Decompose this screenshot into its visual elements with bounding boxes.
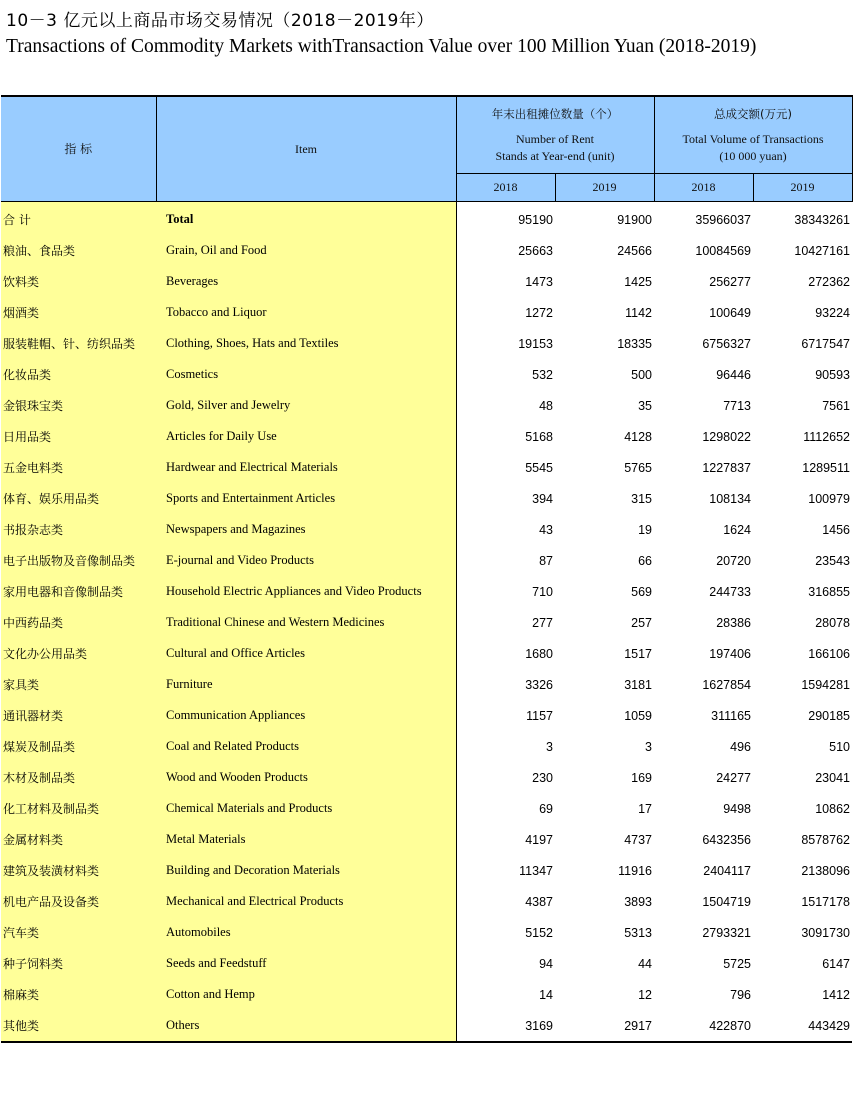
row-label-cn: 化妆品类 (1, 359, 156, 390)
rent-stands-2018: 3326 (456, 669, 555, 700)
rent-stands-2019: 5313 (555, 917, 654, 948)
table-row (1, 824, 852, 855)
rent-stands-2019: 12 (555, 979, 654, 1010)
table-row (1, 421, 852, 452)
transaction-volume-2019: 7561 (753, 390, 852, 421)
row-label-cn: 金属材料类 (1, 824, 156, 855)
rent-stands-2018: 1680 (456, 638, 555, 669)
row-label-cn: 五金电料类 (1, 452, 156, 483)
header-rent-stands-en-2: Stands at Year-end (unit) (495, 148, 615, 163)
transaction-volume-2019: 272362 (753, 266, 852, 297)
transaction-volume-2019: 3091730 (753, 917, 852, 948)
rent-stands-2019: 569 (555, 576, 654, 607)
rent-stands-2018: 5168 (456, 421, 555, 452)
rent-stands-2019: 4737 (555, 824, 654, 855)
row-label-en: Wood and Wooden Products (156, 762, 456, 793)
transaction-volume-2019: 1112652 (753, 421, 852, 452)
transaction-volume-2019: 23543 (753, 545, 852, 576)
rent-stands-2019: 3 (555, 731, 654, 762)
table-row (1, 638, 852, 669)
table-body (1, 202, 852, 1043)
table-row (1, 917, 852, 948)
rent-stands-2018: 1272 (456, 297, 555, 328)
transaction-volume-2018: 6756327 (654, 328, 753, 359)
transaction-volume-2019: 2138096 (753, 855, 852, 886)
row-label-en: Cotton and Hemp (156, 979, 456, 1010)
transaction-volume-2018: 96446 (654, 359, 753, 390)
transaction-volume-2018: 1624 (654, 514, 753, 545)
transaction-volume-2018: 1298022 (654, 421, 753, 452)
table-title-cn: 10－3 亿元以上商品市场交易情况（2018－2019年） (6, 11, 434, 31)
row-label-en: Communication Appliances (156, 700, 456, 731)
rent-stands-2018: 3 (456, 731, 555, 762)
transaction-volume-2018: 311165 (654, 700, 753, 731)
transaction-volume-2019: 38343261 (753, 202, 852, 236)
row-label-en: Furniture (156, 669, 456, 700)
rent-stands-2019: 91900 (555, 202, 654, 236)
transaction-volume-2018: 2404117 (654, 855, 753, 886)
transaction-volume-2019: 90593 (753, 359, 852, 390)
row-label-cn: 粮油、食品类 (1, 235, 156, 266)
transaction-volume-2019: 6147 (753, 948, 852, 979)
rent-stands-2019: 1425 (555, 266, 654, 297)
transaction-volume-2018: 5725 (654, 948, 753, 979)
row-label-en: Automobiles (156, 917, 456, 948)
transaction-volume-2018: 35966037 (654, 202, 753, 236)
rent-stands-2018: 1473 (456, 266, 555, 297)
transaction-volume-2018: 244733 (654, 576, 753, 607)
transaction-volume-2019: 10427161 (753, 235, 852, 266)
table-row (1, 855, 852, 886)
rent-stands-2019: 257 (555, 607, 654, 638)
rent-stands-2019: 500 (555, 359, 654, 390)
row-label-en: Hardwear and Electrical Materials (156, 452, 456, 483)
rent-stands-2019: 169 (555, 762, 654, 793)
transaction-volume-2019: 1517178 (753, 886, 852, 917)
rent-stands-2018: 5152 (456, 917, 555, 948)
transaction-volume-2019: 1412 (753, 979, 852, 1010)
rent-stands-2019: 17 (555, 793, 654, 824)
rent-stands-2018: 277 (456, 607, 555, 638)
rent-stands-2019: 3893 (555, 886, 654, 917)
table-row (1, 266, 852, 297)
rent-stands-2018: 710 (456, 576, 555, 607)
rent-stands-2019: 1142 (555, 297, 654, 328)
rent-stands-2019: 11916 (555, 855, 654, 886)
row-label-cn: 中西药品类 (1, 607, 156, 638)
transaction-volume-2019: 8578762 (753, 824, 852, 855)
table-row (1, 235, 852, 266)
row-label-cn: 饮料类 (1, 266, 156, 297)
transaction-volume-2018: 1227837 (654, 452, 753, 483)
rent-stands-2019: 24566 (555, 235, 654, 266)
row-label-en: Building and Decoration Materials (156, 855, 456, 886)
row-label-cn: 建筑及装潢材料类 (1, 855, 156, 886)
transaction-volume-2018: 1627854 (654, 669, 753, 700)
row-label-cn: 书报杂志类 (1, 514, 156, 545)
row-label-cn: 机电产品及设备类 (1, 886, 156, 917)
rent-stands-2019: 19 (555, 514, 654, 545)
rent-stands-2019: 66 (555, 545, 654, 576)
header-year-volume-2018: 2018 (654, 174, 753, 202)
row-label-cn: 金银珠宝类 (1, 390, 156, 421)
rent-stands-2018: 532 (456, 359, 555, 390)
row-label-en: Tobacco and Liquor (156, 297, 456, 328)
table-row (1, 359, 852, 390)
transaction-volume-2019: 93224 (753, 297, 852, 328)
transaction-volume-2018: 28386 (654, 607, 753, 638)
row-label-en: Articles for Daily Use (156, 421, 456, 452)
rent-stands-2019: 315 (555, 483, 654, 514)
table-row (1, 483, 852, 514)
transaction-volume-2018: 9498 (654, 793, 753, 824)
table-row (1, 762, 852, 793)
row-label-en: Cultural and Office Articles (156, 638, 456, 669)
rent-stands-2019: 44 (555, 948, 654, 979)
transaction-volume-2018: 7713 (654, 390, 753, 421)
table-row (1, 514, 852, 545)
row-label-en: Household Electric Appliances and Video Products (156, 576, 456, 607)
rent-stands-2018: 48 (456, 390, 555, 421)
transaction-volume-2018: 796 (654, 979, 753, 1010)
table-row (1, 202, 852, 236)
rent-stands-2018: 94 (456, 948, 555, 979)
row-label-en: Traditional Chinese and Western Medicines (156, 607, 456, 638)
table-row (1, 328, 852, 359)
transaction-volume-2018: 1504719 (654, 886, 753, 917)
header-rent-stands-cn: 年末出租摊位数量（个） (491, 106, 619, 121)
row-label-en: Mechanical and Electrical Products (156, 886, 456, 917)
row-label-cn: 种子饲料类 (1, 948, 156, 979)
row-label-en: Sports and Entertainment Articles (156, 483, 456, 514)
table-row (1, 545, 852, 576)
row-label-cn: 煤炭及制品类 (1, 731, 156, 762)
transaction-volume-2018: 422870 (654, 1010, 753, 1042)
transaction-volume-2018: 20720 (654, 545, 753, 576)
rent-stands-2018: 3169 (456, 1010, 555, 1042)
header-year-volume-2019: 2019 (753, 174, 852, 202)
row-label-en: Seeds and Feedstuff (156, 948, 456, 979)
transaction-volume-2019: 443429 (753, 1010, 852, 1042)
header-rent-stands-en-1: Number of Rent (516, 131, 594, 146)
rent-stands-2018: 4197 (456, 824, 555, 855)
header-indicator: 指 标 (1, 96, 156, 202)
row-label-en: Clothing, Shoes, Hats and Textiles (156, 328, 456, 359)
row-label-cn: 家具类 (1, 669, 156, 700)
table-row (1, 793, 852, 824)
header-transaction-volume (654, 96, 852, 174)
row-label-cn: 合 计 (1, 202, 156, 236)
row-label-cn: 文化办公用品类 (1, 638, 156, 669)
transaction-volume-2019: 1456 (753, 514, 852, 545)
row-label-en: Others (156, 1010, 456, 1042)
row-label-en: Total (156, 202, 456, 236)
header-rent-stands (456, 96, 654, 174)
table-row (1, 297, 852, 328)
rent-stands-2018: 19153 (456, 328, 555, 359)
rent-stands-2018: 1157 (456, 700, 555, 731)
rent-stands-2019: 18335 (555, 328, 654, 359)
row-label-en: E-journal and Video Products (156, 545, 456, 576)
rent-stands-2018: 43 (456, 514, 555, 545)
transaction-volume-2019: 23041 (753, 762, 852, 793)
table-row (1, 390, 852, 421)
row-label-cn: 服装鞋帽、针、纺织品类 (1, 328, 156, 359)
rent-stands-2018: 4387 (456, 886, 555, 917)
transaction-volume-2019: 6717547 (753, 328, 852, 359)
row-label-cn: 烟酒类 (1, 297, 156, 328)
row-label-cn: 化工材料及制品类 (1, 793, 156, 824)
rent-stands-2018: 69 (456, 793, 555, 824)
rent-stands-2018: 11347 (456, 855, 555, 886)
table-row (1, 452, 852, 483)
rent-stands-2018: 87 (456, 545, 555, 576)
rent-stands-2018: 25663 (456, 235, 555, 266)
row-label-en: Chemical Materials and Products (156, 793, 456, 824)
transaction-volume-2018: 496 (654, 731, 753, 762)
row-label-cn: 通讯器材类 (1, 700, 156, 731)
row-label-en: Metal Materials (156, 824, 456, 855)
table-row (1, 979, 852, 1010)
transaction-volume-2019: 316855 (753, 576, 852, 607)
transaction-volume-2018: 256277 (654, 266, 753, 297)
row-label-en: Newspapers and Magazines (156, 514, 456, 545)
row-label-en: Gold, Silver and Jewelry (156, 390, 456, 421)
rent-stands-2019: 1059 (555, 700, 654, 731)
rent-stands-2019: 35 (555, 390, 654, 421)
header-item: Item (156, 96, 456, 202)
transaction-volume-2018: 6432356 (654, 824, 753, 855)
transaction-volume-2019: 100979 (753, 483, 852, 514)
commodity-market-table (1, 95, 853, 1043)
header-volume-en-1: Total Volume of Transactions (682, 131, 824, 146)
row-label-cn: 木材及制品类 (1, 762, 156, 793)
row-label-en: Coal and Related Products (156, 731, 456, 762)
transaction-volume-2019: 10862 (753, 793, 852, 824)
transaction-volume-2019: 1289511 (753, 452, 852, 483)
header-volume-en-2: (10 000 yuan) (719, 148, 787, 163)
table-row (1, 700, 852, 731)
table-row (1, 886, 852, 917)
rent-stands-2018: 14 (456, 979, 555, 1010)
table-row (1, 607, 852, 638)
row-label-cn: 家用电器和音像制品类 (1, 576, 156, 607)
transaction-volume-2019: 290185 (753, 700, 852, 731)
row-label-en: Grain, Oil and Food (156, 235, 456, 266)
row-label-en: Beverages (156, 266, 456, 297)
rent-stands-2019: 5765 (555, 452, 654, 483)
header-year-stands-2019: 2019 (555, 174, 654, 202)
row-label-en: Cosmetics (156, 359, 456, 390)
rent-stands-2018: 394 (456, 483, 555, 514)
row-label-cn: 汽车类 (1, 917, 156, 948)
transaction-volume-2018: 10084569 (654, 235, 753, 266)
transaction-volume-2019: 510 (753, 731, 852, 762)
table-title-en: Transactions of Commodity Markets withTransaction Value over 100 Million Yuan (2018-2019) (6, 36, 757, 57)
rent-stands-2019: 2917 (555, 1010, 654, 1042)
transaction-volume-2019: 28078 (753, 607, 852, 638)
row-label-cn: 棉麻类 (1, 979, 156, 1010)
header-volume-cn: 总成交额(万元) (714, 106, 792, 121)
table-row (1, 948, 852, 979)
transaction-volume-2018: 108134 (654, 483, 753, 514)
transaction-volume-2018: 197406 (654, 638, 753, 669)
table-row (1, 1010, 852, 1042)
rent-stands-2018: 5545 (456, 452, 555, 483)
transaction-volume-2018: 24277 (654, 762, 753, 793)
header-year-stands-2018: 2018 (456, 174, 555, 202)
rent-stands-2019: 1517 (555, 638, 654, 669)
rent-stands-2018: 95190 (456, 202, 555, 236)
table-row (1, 731, 852, 762)
table-row (1, 576, 852, 607)
table-row (1, 669, 852, 700)
row-label-cn: 日用品类 (1, 421, 156, 452)
transaction-volume-2019: 1594281 (753, 669, 852, 700)
row-label-cn: 电子出版物及音像制品类 (1, 545, 156, 576)
rent-stands-2018: 230 (456, 762, 555, 793)
transaction-volume-2018: 2793321 (654, 917, 753, 948)
rent-stands-2019: 4128 (555, 421, 654, 452)
row-label-cn: 其他类 (1, 1010, 156, 1042)
row-label-cn: 体育、娱乐用品类 (1, 483, 156, 514)
rent-stands-2019: 3181 (555, 669, 654, 700)
transaction-volume-2018: 100649 (654, 297, 753, 328)
transaction-volume-2019: 166106 (753, 638, 852, 669)
